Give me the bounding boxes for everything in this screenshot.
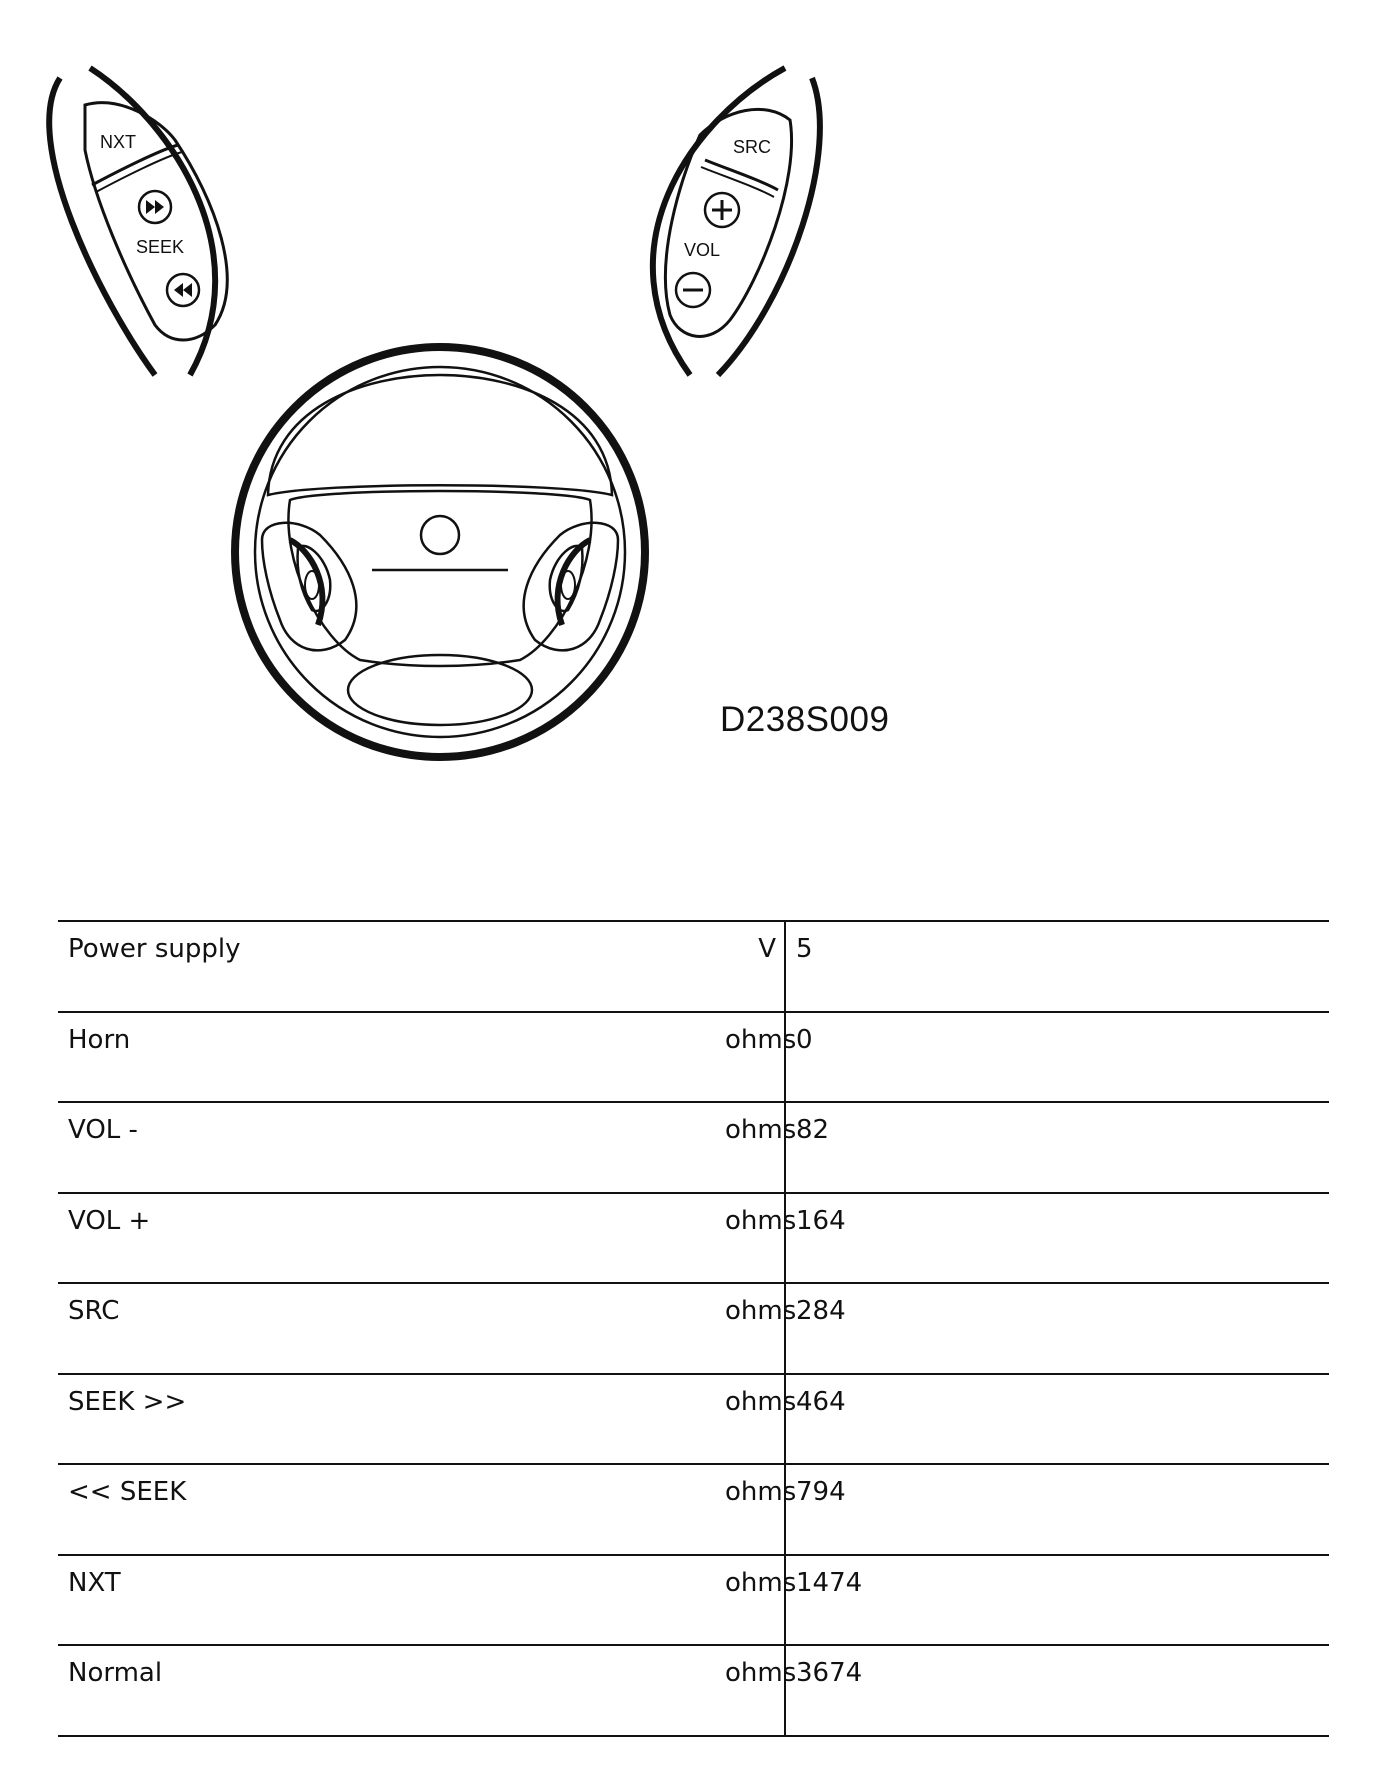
vol-label: VOL bbox=[684, 240, 721, 260]
row-value: 794 bbox=[785, 1464, 1329, 1555]
table-row bbox=[58, 921, 1329, 1012]
row-value: 0 bbox=[785, 1012, 1329, 1103]
row-unit: ohms bbox=[725, 1283, 785, 1374]
diagram-svg bbox=[0, 0, 1376, 780]
row-value: 164 bbox=[785, 1193, 1329, 1284]
plus-icon bbox=[705, 193, 739, 227]
rewind-icon bbox=[167, 274, 199, 306]
figure-id: D238S009 bbox=[720, 700, 890, 739]
table-row bbox=[58, 1102, 1329, 1193]
fast-forward-icon bbox=[139, 191, 171, 223]
row-label: SEEK >> bbox=[58, 1374, 725, 1465]
table-row bbox=[58, 1645, 1329, 1736]
row-value: 464 bbox=[785, 1374, 1329, 1465]
nxt-label: NXT bbox=[100, 132, 136, 152]
table-row bbox=[58, 1555, 1329, 1646]
row-unit: ohms bbox=[725, 1374, 785, 1465]
table-row bbox=[58, 1012, 1329, 1103]
src-label: SRC bbox=[733, 137, 772, 157]
row-value: 284 bbox=[785, 1283, 1329, 1374]
table-row bbox=[58, 1464, 1329, 1555]
row-unit: ohms bbox=[725, 1012, 785, 1103]
row-label: Power supply bbox=[58, 921, 725, 1012]
row-value: 1474 bbox=[785, 1555, 1329, 1646]
row-label: << SEEK bbox=[58, 1464, 725, 1555]
resistance-table bbox=[58, 920, 1329, 1737]
src-button bbox=[733, 137, 771, 157]
steering-wheel-diagram bbox=[0, 0, 1376, 780]
row-unit: ohms bbox=[725, 1193, 785, 1284]
nxt-button bbox=[100, 132, 136, 152]
row-label: NXT bbox=[58, 1555, 725, 1646]
table-row bbox=[58, 1193, 1329, 1284]
table-row bbox=[58, 1283, 1329, 1374]
seek-label: SEEK bbox=[136, 237, 185, 257]
right-control-pod bbox=[653, 68, 820, 375]
table-row bbox=[58, 1374, 1329, 1465]
row-unit: ohms bbox=[725, 1464, 785, 1555]
row-unit: ohms bbox=[725, 1102, 785, 1193]
row-unit: ohms bbox=[725, 1645, 785, 1736]
row-unit: ohms bbox=[725, 1555, 785, 1646]
row-label: SRC bbox=[58, 1283, 725, 1374]
left-control-pod bbox=[49, 68, 227, 375]
row-unit: V bbox=[725, 921, 785, 1012]
row-value: 82 bbox=[785, 1102, 1329, 1193]
steering-wheel bbox=[235, 347, 645, 757]
row-label: VOL - bbox=[58, 1102, 725, 1193]
row-label: Horn bbox=[58, 1012, 725, 1103]
row-value: 5 bbox=[785, 921, 1329, 1012]
row-label: Normal bbox=[58, 1645, 725, 1736]
minus-icon bbox=[676, 273, 710, 307]
row-value: 3674 bbox=[785, 1645, 1329, 1736]
row-label: VOL + bbox=[58, 1193, 725, 1284]
